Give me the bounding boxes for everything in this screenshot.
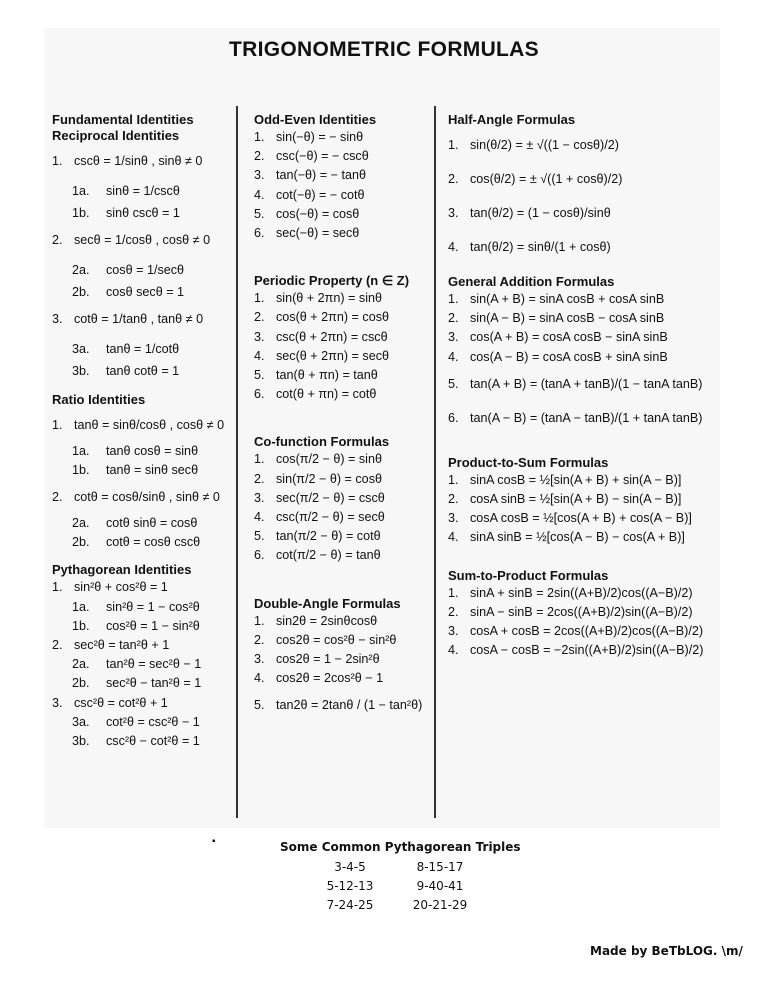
formula-number: 3a.: [72, 342, 90, 357]
formula-line: [254, 450, 430, 469]
formula-text: sinθ cscθ = 1: [106, 206, 180, 220]
formula-line: [52, 480, 234, 514]
formula-line: [448, 509, 716, 528]
formula-number: 4.: [448, 643, 459, 658]
formula-text: cos2θ = 2cos²θ − 1: [276, 671, 384, 686]
formula-text: sinA sinB = ½[cos(A − B) − cos(A + B)]: [470, 530, 685, 545]
formula-line: [448, 309, 716, 328]
formula-line: [448, 401, 716, 435]
page-title: TRIGONOMETRIC FORMULAS: [229, 38, 539, 61]
periodic-list: [254, 289, 430, 404]
formula-line: [52, 713, 234, 732]
formula-number: 1.: [52, 154, 63, 168]
formula-text: csc²θ − cot²θ = 1: [106, 734, 200, 749]
triple: 5-12-13: [326, 879, 374, 893]
formula-line: [448, 490, 716, 509]
formula-line: [254, 385, 430, 404]
formula-number: 1b.: [72, 618, 90, 633]
formula-line: [448, 162, 716, 196]
formula-line: [448, 641, 716, 660]
formula-line: [254, 347, 430, 366]
formula-text: cos2θ = 1 − 2sin²θ: [276, 652, 380, 667]
column-2: [254, 112, 430, 732]
formula-text: csc(θ + 2πn) = cscθ: [276, 329, 388, 344]
formula-number: 3.: [52, 695, 63, 710]
formula-number: 5.: [254, 529, 265, 544]
formula-text: cosA − cosB = −2sin((A+B)/2)sin((A−B)/2): [470, 643, 704, 658]
formula-number: 3b.: [72, 364, 90, 379]
formula-number: 2a.: [72, 657, 90, 672]
formula-line: [448, 584, 716, 603]
formula-text: cos(−θ) = cosθ: [276, 206, 360, 221]
oddeven-list: [254, 128, 430, 243]
formula-text: sinA + sinB = 2sin((A+B)/2)cos((A−B)/2): [470, 585, 693, 600]
formula-number: 2b.: [72, 676, 90, 691]
formula-number: 2.: [52, 638, 63, 653]
formula-number: 6.: [254, 226, 265, 241]
formula-line: [254, 205, 430, 224]
formula-text: secθ = 1/cosθ , cosθ ≠ 0: [74, 233, 211, 248]
triples-row: [300, 858, 480, 877]
formula-line: [254, 527, 430, 546]
formula-text: csc(π/2 − θ) = secθ: [276, 510, 385, 525]
formula-number: 5.: [254, 206, 265, 221]
formula-number: 3.: [254, 490, 265, 505]
product-to-sum-heading: Product-to-Sum Formulas: [448, 454, 609, 470]
formula-number: 4.: [254, 348, 265, 363]
formula-text: csc(−θ) = − cscθ: [276, 149, 369, 164]
formula-text: cosθ = 1/secθ: [106, 263, 185, 278]
formula-number: 2a.: [72, 263, 90, 278]
formula-text: tan2θ = 2tanθ / (1 − tan²θ): [276, 698, 423, 713]
formula-number: 1a.: [72, 599, 90, 614]
formula-line: [52, 461, 234, 480]
formula-number: 4.: [448, 349, 459, 364]
column-divider-2: [434, 106, 436, 818]
formula-number: 4.: [448, 530, 459, 545]
formula-line: [448, 603, 716, 622]
ratio-list: [52, 408, 234, 553]
formula-number: 1.: [52, 580, 63, 595]
formula-line: [52, 442, 234, 461]
formula-number: 2.: [52, 233, 63, 248]
formula-number: 1b.: [72, 206, 90, 220]
formula-line: [448, 471, 716, 490]
formula-number: 3.: [448, 624, 459, 639]
formula-line: [254, 328, 430, 347]
formula-text: cos(A + B) = cosA cosB − sinA sinB: [470, 330, 668, 345]
formula-line: [448, 196, 716, 230]
formula-line: [448, 528, 716, 547]
formula-text: cos²θ = 1 − sin²θ: [106, 618, 200, 633]
formula-number: 5.: [448, 376, 459, 391]
formula-text: tan(θ/2) = sinθ/(1 + cosθ): [470, 240, 611, 254]
formula-text: cotθ = 1/tanθ , tanθ ≠ 0: [74, 312, 204, 327]
formula-text: tan(A − B) = (tanA − tanB)/(1 + tanA tanB): [470, 410, 703, 425]
formula-line: [448, 622, 716, 641]
formula-line: [52, 283, 234, 302]
formula-line: [52, 223, 234, 257]
sum-to-product-list: [448, 584, 716, 661]
formula-number: 2.: [254, 310, 265, 325]
formula-line: [52, 408, 234, 442]
triples-row: [300, 896, 480, 915]
formula-line: [254, 669, 430, 688]
formula-line: [52, 257, 234, 283]
formula-number: 2.: [254, 632, 265, 647]
formula-number: 4.: [254, 510, 265, 525]
formula-number: 1.: [448, 585, 459, 600]
formula-number: 1.: [254, 130, 265, 144]
formula-number: 5.: [254, 368, 265, 383]
formula-line: [254, 308, 430, 327]
formula-number: 2.: [448, 311, 459, 326]
formula-number: 1b.: [72, 462, 90, 477]
formula-line: [52, 674, 234, 693]
formula-line: [448, 230, 716, 264]
half-angle-heading: Half-Angle Formulas: [448, 112, 576, 127]
formula-line: [448, 348, 716, 367]
formula-number: 1a.: [72, 443, 90, 458]
double-angle-list: [254, 612, 430, 723]
formula-number: 2b.: [72, 535, 90, 550]
oddeven-heading: Odd-Even Identities: [254, 112, 377, 127]
formula-line: [52, 636, 234, 655]
formula-number: 6.: [448, 410, 459, 425]
formula-line: [254, 128, 430, 147]
formula-number: 2.: [448, 492, 459, 507]
formula-number: 6.: [254, 387, 265, 402]
formula-text: tanθ = 1/cotθ: [106, 342, 180, 357]
formula-number: 3b.: [72, 734, 90, 749]
formula-line: [52, 144, 234, 178]
formula-number: 2.: [254, 471, 265, 486]
formula-text: cot(−θ) = − cotθ: [276, 187, 365, 202]
formula-text: csc²θ = cot²θ + 1: [74, 695, 168, 710]
formula-number: 1.: [448, 472, 459, 487]
formula-line: [52, 732, 234, 751]
pythagorean-list: [52, 578, 234, 751]
formula-text: cos2θ = cos²θ − sin²θ: [276, 632, 397, 647]
formula-text: cot(π/2 − θ) = tanθ: [276, 548, 381, 563]
formula-number: 3.: [448, 206, 459, 220]
sum-to-product-heading: Sum-to-Product Formulas: [448, 567, 609, 583]
formula-number: 2b.: [72, 285, 90, 300]
formula-text: sin(A + B) = sinA cosB + cosA sinB: [470, 292, 665, 306]
formula-number: 1.: [254, 452, 265, 467]
cofunction-heading: Co-function Formulas: [254, 434, 390, 450]
fundamental-heading: Fundamental Identities: [52, 112, 194, 127]
triple: 8-15-17: [416, 860, 464, 874]
formula-number: 2a.: [72, 516, 90, 531]
formula-number: 4.: [254, 187, 265, 202]
formula-line: [52, 204, 234, 223]
formula-number: 1a.: [72, 184, 90, 198]
half-angle-list: [448, 128, 716, 264]
formula-line: [254, 688, 430, 722]
formula-text: cot(θ + πn) = cotθ: [276, 387, 377, 402]
formula-line: [254, 612, 430, 631]
triple: 20-21-29: [412, 898, 468, 912]
formula-line: [52, 617, 234, 636]
formula-line: [254, 631, 430, 650]
formula-text: sin²θ + cos²θ = 1: [74, 580, 168, 595]
column-1: [52, 112, 234, 761]
formula-text: cos(π/2 − θ) = sinθ: [276, 452, 382, 467]
formula-text: cos(θ/2) = ± √((1 + cosθ)/2): [470, 172, 623, 186]
formula-number: 1.: [448, 292, 459, 306]
cofunction-list: [254, 450, 430, 565]
formula-text: tan(π/2 − θ) = cotθ: [276, 529, 381, 544]
formula-number: 1.: [448, 138, 459, 152]
formula-number: 3a.: [72, 714, 90, 729]
formula-line: [448, 328, 716, 347]
ratio-heading: Ratio Identities: [52, 391, 146, 407]
formula-line: [254, 224, 430, 243]
formula-line: [448, 367, 716, 401]
stray-mark: ▪: [212, 836, 216, 847]
credit-line: Made by BeTbLOG. \m/: [590, 944, 743, 958]
formula-text: sin(θ/2) = ± √((1 − cosθ)/2): [470, 138, 619, 152]
formula-text: cotθ sinθ = cosθ: [106, 516, 198, 531]
formula-text: cos(θ + 2πn) = cosθ: [276, 310, 389, 325]
formula-number: 4.: [448, 240, 459, 254]
formula-line: [52, 655, 234, 674]
formula-number: 1.: [52, 417, 63, 432]
triple: 3-4-5: [334, 860, 366, 874]
formula-text: sec(π/2 − θ) = cscθ: [276, 490, 385, 505]
formula-text: cscθ = 1/sinθ , sinθ ≠ 0: [74, 154, 203, 168]
formula-number: 2.: [254, 149, 265, 164]
formula-text: sin(−θ) = − sinθ: [276, 130, 364, 144]
formula-text: tanθ = sinθ secθ: [106, 462, 199, 477]
formula-text: sinA cosB = ½[sin(A + B) + sin(A − B)]: [470, 472, 682, 487]
formula-text: cos(A − B) = cosA cosB + sinA sinB: [470, 349, 668, 364]
formula-text: sec(θ + 2πn) = secθ: [276, 348, 389, 363]
formula-text: cosA sinB = ½[sin(A + B) − sin(A − B)]: [470, 492, 682, 507]
formula-line: [254, 650, 430, 669]
formula-text: sinA − sinB = 2cos((A+B)/2)sin((A−B)/2): [470, 604, 693, 619]
formula-line: [254, 186, 430, 205]
formula-text: sin2θ = 2sinθcosθ: [276, 613, 378, 628]
periodic-heading: Periodic Property (n ∈ Z): [254, 273, 410, 289]
formula-number: 3.: [254, 652, 265, 667]
formula-text: sin(A − B) = sinA cosB − cosA sinB: [470, 311, 665, 326]
formula-text: cotθ = cosθ/sinθ , sinθ ≠ 0: [74, 490, 220, 505]
formula-number: 3.: [448, 511, 459, 526]
formula-line: [52, 598, 234, 617]
formula-line: [254, 489, 430, 508]
triples-table: [300, 858, 480, 915]
formula-number: 2.: [52, 490, 63, 505]
formula-line: [52, 533, 234, 552]
reciprocal-heading: Reciprocal Identities: [52, 128, 180, 143]
formula-text: sec²θ − tan²θ = 1: [106, 676, 202, 691]
formula-line: [52, 694, 234, 713]
addition-heading: General Addition Formulas: [448, 274, 615, 289]
column-divider-1: [236, 106, 238, 818]
formula-text: sin(θ + 2πn) = sinθ: [276, 291, 382, 306]
formula-text: cosA cosB = ½[cos(A + B) + cos(A − B)]: [470, 511, 692, 526]
formula-number: 1.: [254, 613, 265, 628]
formula-number: 1.: [254, 291, 265, 306]
formula-line: [254, 470, 430, 489]
formula-number: 2.: [448, 172, 459, 186]
formula-line: [448, 290, 716, 309]
formula-number: 5.: [254, 698, 265, 713]
formula-text: sinθ = 1/cscθ: [106, 184, 180, 198]
formula-text: tanθ cotθ = 1: [106, 364, 180, 379]
formula-line: [254, 508, 430, 527]
formula-number: 4.: [254, 671, 265, 686]
formula-text: tanθ cosθ = sinθ: [106, 443, 199, 458]
formula-number: 3.: [254, 168, 265, 183]
formula-line: [254, 147, 430, 166]
pythagorean-heading: Pythagorean Identities: [52, 562, 192, 578]
formula-text: sin(π/2 − θ) = cosθ: [276, 471, 382, 486]
formula-number: 3.: [254, 329, 265, 344]
triple: 7-24-25: [326, 898, 374, 912]
formula-line: [254, 546, 430, 565]
formula-text: cotθ = cosθ cscθ: [106, 535, 201, 550]
formula-line: [254, 366, 430, 385]
formula-text: cosθ secθ = 1: [106, 285, 185, 300]
triples-row: [300, 877, 480, 896]
formula-text: tan(A + B) = (tanA + tanB)/(1 − tanA tanB): [470, 376, 703, 391]
formula-line: [448, 128, 716, 162]
formula-text: tan(−θ) = − tanθ: [276, 168, 366, 183]
double-angle-heading: Double-Angle Formulas: [254, 595, 401, 611]
product-to-sum-list: [448, 471, 716, 548]
triple: 9-40-41: [416, 879, 464, 893]
formula-text: cosA + cosB = 2cos((A+B)/2)cos((A−B)/2): [470, 624, 704, 639]
formula-line: [52, 302, 234, 336]
formula-line: [52, 514, 234, 533]
formula-line: [52, 362, 234, 381]
formula-text: sec(−θ) = secθ: [276, 226, 360, 241]
formula-number: 3.: [448, 330, 459, 345]
formula-number: 2.: [448, 604, 459, 619]
formula-line: [254, 166, 430, 185]
formula-line: [52, 178, 234, 204]
formula-line: [254, 289, 430, 308]
formula-number: 3.: [52, 312, 63, 327]
formula-text: tanθ = sinθ/cosθ , cosθ ≠ 0: [74, 417, 225, 432]
formula-number: 6.: [254, 548, 265, 563]
triples-heading: Some Common Pythagorean Triples: [280, 840, 521, 854]
column-3: [448, 112, 716, 670]
reciprocal-list: [52, 144, 234, 382]
formula-text: tan²θ = sec²θ − 1: [106, 657, 202, 672]
formula-text: tan(θ/2) = (1 − cosθ)/sinθ: [470, 206, 611, 220]
addition-list: [448, 290, 716, 435]
formula-line: [52, 336, 234, 362]
formula-text: sin²θ = 1 − cos²θ: [106, 599, 200, 614]
formula-text: tan(θ + πn) = tanθ: [276, 368, 378, 383]
formula-text: sec²θ = tan²θ + 1: [74, 638, 170, 653]
formula-line: [52, 578, 234, 597]
formula-text: cot²θ = csc²θ − 1: [106, 714, 200, 729]
